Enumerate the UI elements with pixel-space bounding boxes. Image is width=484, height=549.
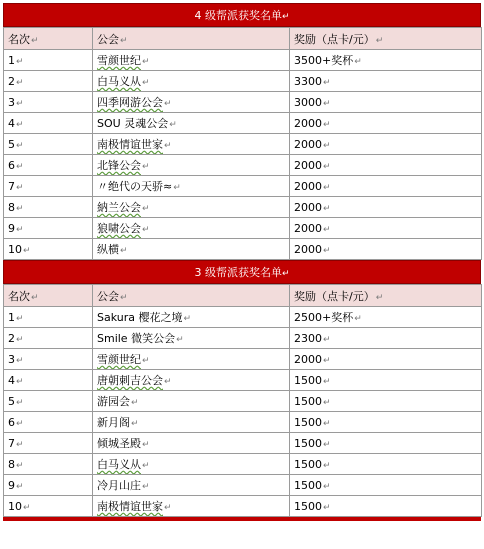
paragraph-mark-icon: ↵ (142, 78, 150, 88)
guild-cell[interactable] (93, 50, 290, 71)
reward-cell[interactable] (290, 433, 482, 454)
paragraph-mark-icon: ↵ (16, 224, 24, 235)
reward-cell[interactable] (290, 328, 482, 349)
rank-cell[interactable] (4, 475, 93, 496)
guild-cell-text: 白马义从 (97, 75, 141, 88)
header-rank[interactable] (4, 28, 93, 50)
reward-cell[interactable] (290, 71, 482, 92)
guild-cell-text: 〃绝代の天骄≈ (97, 180, 173, 193)
rank-cell[interactable] (4, 454, 93, 475)
rank-cell-text: 1 (8, 53, 15, 67)
reward-cell[interactable] (290, 239, 482, 260)
reward-cell[interactable] (290, 113, 482, 134)
rank-cell[interactable] (4, 218, 93, 239)
section-title-text: 4 级帮派获奖名单 (194, 9, 282, 22)
paragraph-mark-icon: ↵ (142, 440, 150, 450)
paragraph-mark-icon: ↵ (16, 334, 24, 345)
header-reward[interactable] (290, 28, 482, 50)
table-row (4, 454, 482, 475)
table-row (4, 155, 482, 176)
guild-cell[interactable] (93, 176, 290, 197)
rank-cell[interactable] (4, 370, 93, 391)
table-row (4, 92, 482, 113)
reward-cell-text: 2300 (294, 331, 322, 345)
paragraph-mark-icon: ↵ (323, 355, 331, 366)
section-title (3, 3, 481, 27)
guild-cell-text: 雪颜世纪 (97, 353, 141, 366)
rank-cell[interactable] (4, 349, 93, 370)
guild-cell[interactable] (93, 433, 290, 454)
paragraph-mark-icon: ↵ (142, 225, 150, 235)
reward-cell-text: 1500 (294, 457, 322, 471)
guild-cell[interactable] (93, 218, 290, 239)
paragraph-mark-icon: ↵ (354, 57, 362, 67)
guild-cell-text: 白马义从 (97, 458, 141, 471)
paragraph-mark-icon: ↵ (23, 502, 31, 513)
paragraph-mark-icon: ↵ (16, 376, 24, 387)
rank-cell-text: 8 (8, 457, 15, 471)
paragraph-mark-icon: ↵ (281, 12, 290, 22)
paragraph-mark-icon: ↵ (120, 35, 128, 46)
paragraph-mark-icon: ↵ (323, 502, 331, 513)
paragraph-mark-icon: ↵ (323, 77, 331, 88)
paragraph-mark-icon: ↵ (16, 460, 24, 471)
rank-cell-text: 6 (8, 415, 15, 429)
header-guild[interactable] (93, 285, 290, 307)
guild-cell[interactable] (93, 239, 290, 260)
reward-cell-text: 2500+奖杯 (294, 311, 354, 324)
table-row (4, 307, 482, 328)
paragraph-mark-icon: ↵ (164, 141, 172, 151)
guild-cell-text: 雪颜世纪 (97, 54, 141, 67)
table-row (4, 370, 482, 391)
reward-cell-text: 2000 (294, 158, 322, 172)
reward-cell[interactable] (290, 349, 482, 370)
rank-cell[interactable] (4, 134, 93, 155)
paragraph-mark-icon: ↵ (16, 161, 24, 172)
header-rank-text: 名次 (8, 289, 30, 303)
paragraph-mark-icon: ↵ (375, 35, 384, 46)
reward-cell-text: 2000 (294, 116, 322, 130)
paragraph-mark-icon: ↵ (375, 292, 384, 303)
guild-cell[interactable] (93, 113, 290, 134)
paragraph-mark-icon: ↵ (142, 57, 150, 67)
paragraph-mark-icon: ↵ (323, 119, 331, 130)
reward-cell[interactable] (290, 412, 482, 433)
guild-cell-text: 倾城圣殿 (97, 437, 141, 450)
reward-cell[interactable] (290, 370, 482, 391)
guild-cell-text: 新月阁 (97, 416, 130, 429)
rank-cell[interactable] (4, 307, 93, 328)
reward-cell[interactable] (290, 307, 482, 328)
rank-cell[interactable] (4, 92, 93, 113)
paragraph-mark-icon: ↵ (142, 482, 150, 492)
table-row (4, 71, 482, 92)
header-rank-text: 名次 (8, 32, 30, 46)
header-guild-text: 公会 (97, 32, 119, 46)
paragraph-mark-icon: ↵ (16, 313, 24, 324)
reward-cell[interactable] (290, 92, 482, 113)
paragraph-mark-icon: ↵ (164, 99, 172, 109)
reward-cell-text: 2000 (294, 137, 322, 151)
reward-cell[interactable] (290, 391, 482, 412)
reward-cell[interactable] (290, 218, 482, 239)
guild-cell[interactable] (93, 328, 290, 349)
header-guild[interactable] (93, 28, 290, 50)
reward-cell-text: 1500 (294, 478, 322, 492)
rank-cell[interactable] (4, 496, 93, 517)
rank-cell-text: 9 (8, 221, 15, 235)
rank-cell-text: 9 (8, 478, 15, 492)
paragraph-mark-icon: ↵ (16, 119, 24, 130)
paragraph-mark-icon: ↵ (281, 269, 290, 279)
rank-cell-text: 7 (8, 179, 15, 193)
table-row (4, 391, 482, 412)
header-reward-text: 奖励（点卡/元） (294, 289, 375, 303)
guild-cell[interactable] (93, 412, 290, 433)
rank-cell[interactable] (4, 239, 93, 260)
guild-cell[interactable] (93, 454, 290, 475)
paragraph-mark-icon: ↵ (183, 314, 192, 324)
paragraph-mark-icon: ↵ (120, 292, 128, 303)
guild-cell[interactable] (93, 134, 290, 155)
rank-cell-text: 7 (8, 436, 15, 450)
header-reward[interactable] (290, 285, 482, 307)
rank-cell[interactable] (4, 176, 93, 197)
guild-cell[interactable] (93, 496, 290, 517)
reward-cell-text: 1500 (294, 436, 322, 450)
paragraph-mark-icon: ↵ (131, 419, 139, 429)
rank-cell[interactable] (4, 71, 93, 92)
guild-cell[interactable] (93, 92, 290, 113)
rank-cell-text: 6 (8, 158, 15, 172)
reward-cell[interactable] (290, 197, 482, 218)
guild-cell-text: 北锋公会 (97, 159, 141, 172)
reward-cell-text: 2000 (294, 242, 322, 256)
guild-cell-text: 冷月山庄 (97, 479, 141, 492)
header-row (4, 28, 482, 50)
guild-cell[interactable] (93, 307, 290, 328)
paragraph-mark-icon: ↵ (142, 204, 150, 214)
table-row (4, 412, 482, 433)
table-row (4, 433, 482, 454)
section-title-text: 3 级帮派获奖名单 (194, 266, 282, 279)
rank-cell[interactable] (4, 433, 93, 454)
guild-cell-text: 南极情谊世家 (97, 500, 163, 513)
reward-cell-text: 1500 (294, 499, 322, 513)
header-row (4, 285, 482, 307)
guild-cell[interactable] (93, 197, 290, 218)
table-row (4, 176, 482, 197)
paragraph-mark-icon: ↵ (16, 203, 24, 214)
rank-cell-text: 4 (8, 116, 15, 130)
guild-cell[interactable] (93, 71, 290, 92)
paragraph-mark-icon: ↵ (31, 35, 39, 46)
paragraph-mark-icon: ↵ (323, 98, 331, 109)
paragraph-mark-icon: ↵ (323, 397, 331, 408)
rank-cell-text: 2 (8, 74, 15, 88)
guild-cell[interactable] (93, 391, 290, 412)
paragraph-mark-icon: ↵ (323, 376, 331, 387)
guild-cell-text: 游园会 (97, 395, 130, 408)
guild-cell-text: 南极情谊世家 (97, 138, 163, 151)
rank-cell-text: 3 (8, 352, 15, 366)
rank-cell[interactable] (4, 412, 93, 433)
guild-cell[interactable] (93, 370, 290, 391)
guild-cell-text: 四季网游公会 (97, 96, 163, 109)
table-row (4, 475, 482, 496)
paragraph-mark-icon: ↵ (169, 120, 177, 130)
rank-cell-text: 8 (8, 200, 15, 214)
rank-cell-text: 3 (8, 95, 15, 109)
paragraph-mark-icon: ↵ (16, 98, 24, 109)
rank-cell[interactable] (4, 391, 93, 412)
paragraph-mark-icon: ↵ (323, 481, 331, 492)
rank-cell[interactable] (4, 197, 93, 218)
paragraph-mark-icon: ↵ (16, 140, 24, 151)
rank-cell[interactable] (4, 50, 93, 71)
rank-cell-text: 4 (8, 373, 15, 387)
table-row (4, 134, 482, 155)
paragraph-mark-icon: ↵ (323, 334, 331, 345)
header-reward-text: 奖励（点卡/元） (294, 32, 375, 46)
paragraph-mark-icon: ↵ (31, 292, 39, 303)
rank-cell[interactable] (4, 113, 93, 134)
paragraph-mark-icon: ↵ (16, 355, 24, 366)
guild-cell-text: 纵横 (97, 243, 119, 256)
guild-cell[interactable] (93, 155, 290, 176)
paragraph-mark-icon: ↵ (323, 161, 331, 172)
table-row (4, 239, 482, 260)
paragraph-mark-icon: ↵ (323, 203, 331, 214)
reward-cell[interactable] (290, 475, 482, 496)
reward-cell-text: 1500 (294, 415, 322, 429)
guild-cell-text: 狼啸公会 (97, 222, 141, 235)
guild-cell[interactable] (93, 349, 290, 370)
paragraph-mark-icon: ↵ (120, 246, 128, 256)
table-row (4, 328, 482, 349)
paragraph-mark-icon: ↵ (164, 377, 172, 387)
reward-cell[interactable] (290, 176, 482, 197)
rank-cell-text: 10 (8, 242, 22, 256)
rank-cell-text: 10 (8, 499, 22, 513)
paragraph-mark-icon: ↵ (323, 182, 331, 193)
ranking-table (3, 27, 482, 260)
paragraph-mark-icon: ↵ (142, 461, 150, 471)
table-row (4, 349, 482, 370)
paragraph-mark-icon: ↵ (173, 183, 181, 193)
reward-cell-text: 3300 (294, 74, 322, 88)
header-guild-text: 公会 (97, 289, 119, 303)
paragraph-mark-icon: ↵ (323, 140, 331, 151)
guild-cell-text: Sakura 樱花之境 (97, 311, 183, 324)
rank-cell-text: 5 (8, 394, 15, 408)
guild-cell-text: 唐朝刺吉公会 (97, 374, 163, 387)
reward-cell-text: 3500+奖杯 (294, 54, 354, 67)
guild-cell-text: 納兰公会 (97, 201, 141, 214)
table-row (4, 113, 482, 134)
table-row (4, 50, 482, 71)
reward-cell-text: 2000 (294, 200, 322, 214)
rank-cell-text: 1 (8, 310, 15, 324)
reward-cell-text: 2000 (294, 221, 322, 235)
paragraph-mark-icon: ↵ (142, 356, 150, 366)
reward-cell[interactable] (290, 155, 482, 176)
reward-cell[interactable] (290, 134, 482, 155)
paragraph-mark-icon: ↵ (16, 481, 24, 492)
award-document (3, 3, 481, 521)
paragraph-mark-icon: ↵ (354, 314, 362, 324)
paragraph-mark-icon: ↵ (16, 397, 24, 408)
rank-cell-text: 2 (8, 331, 15, 345)
paragraph-mark-icon: ↵ (323, 439, 331, 450)
guild-cell[interactable] (93, 475, 290, 496)
rank-cell-text: 5 (8, 137, 15, 151)
reward-cell[interactable] (290, 496, 482, 517)
paragraph-mark-icon: ↵ (16, 182, 24, 193)
rank-cell[interactable] (4, 328, 93, 349)
paragraph-mark-icon: ↵ (323, 224, 331, 235)
reward-cell-text: 1500 (294, 373, 322, 387)
reward-cell[interactable] (290, 50, 482, 71)
section-title (3, 260, 481, 284)
paragraph-mark-icon: ↵ (131, 398, 139, 408)
paragraph-mark-icon: ↵ (164, 503, 172, 513)
table-row (4, 197, 482, 218)
paragraph-mark-icon: ↵ (16, 56, 24, 67)
reward-cell-text: 1500 (294, 394, 322, 408)
reward-cell-text: 2000 (294, 179, 322, 193)
reward-cell[interactable] (290, 454, 482, 475)
paragraph-mark-icon: ↵ (323, 245, 331, 256)
guild-cell-text: Smile 微笑公会 (97, 332, 176, 345)
reward-cell-text: 3000 (294, 95, 322, 109)
ranking-table (3, 284, 482, 517)
rank-cell[interactable] (4, 155, 93, 176)
paragraph-mark-icon: ↵ (16, 439, 24, 450)
paragraph-mark-icon: ↵ (16, 418, 24, 429)
paragraph-mark-icon: ↵ (176, 335, 184, 345)
reward-cell-text: 2000 (294, 352, 322, 366)
bottom-divider (3, 517, 481, 521)
guild-cell-text: SOU 灵魂公会 (97, 117, 169, 130)
paragraph-mark-icon: ↵ (23, 245, 31, 256)
paragraph-mark-icon: ↵ (16, 77, 24, 88)
paragraph-mark-icon: ↵ (323, 418, 331, 429)
table-row (4, 496, 482, 517)
paragraph-mark-icon: ↵ (142, 162, 150, 172)
table-row (4, 218, 482, 239)
paragraph-mark-icon: ↵ (323, 460, 331, 471)
header-rank[interactable] (4, 285, 93, 307)
